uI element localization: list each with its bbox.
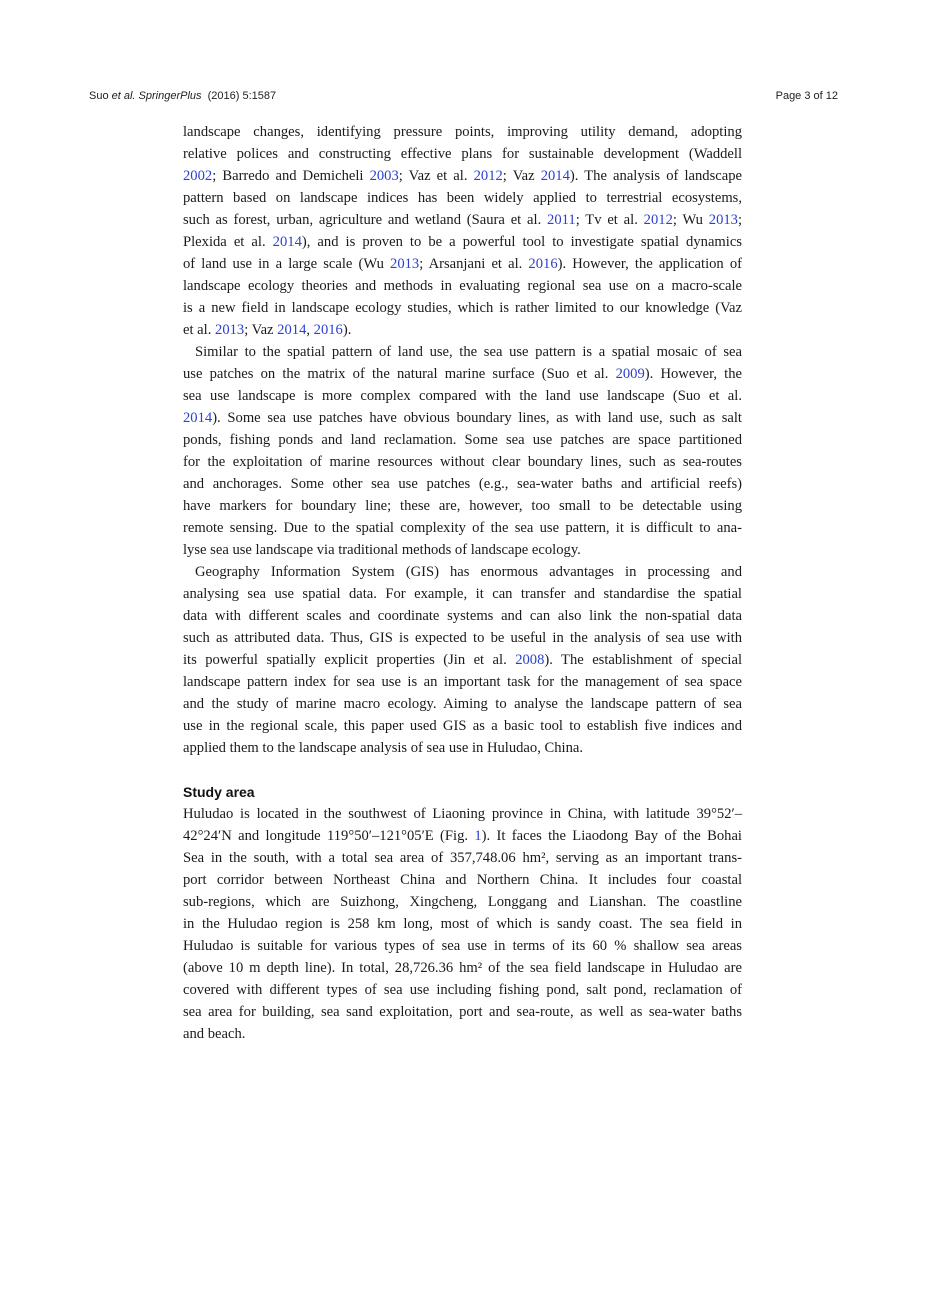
text-line xyxy=(183,957,742,979)
citation-link[interactable]: 2014 xyxy=(277,322,307,338)
text-line xyxy=(183,363,742,385)
citation-link[interactable]: 2003 xyxy=(369,168,399,184)
text-run: in the Huludao region is 258 km long, most of which is sandy coast. The sea field in xyxy=(183,916,742,932)
text-run: its powerful spatially explicit properties (Jin et al. xyxy=(183,652,516,668)
text-line xyxy=(183,429,742,451)
text-line xyxy=(183,165,742,187)
text-run: have markers for boundary line; these are, however, too small to be detectable using xyxy=(183,498,742,514)
text-run: ; Vaz et al. xyxy=(398,168,474,184)
text-run: and beach. xyxy=(183,1026,246,1042)
text-run: landscape pattern index for sea use is an important task for the management of sea space xyxy=(183,674,742,690)
text-run: Huludao is suitable for various types of sea use in terms of its 60 % shallow sea areas xyxy=(183,938,742,954)
citation-link[interactable]: 2013 xyxy=(390,256,420,272)
text-line xyxy=(183,341,742,363)
text-run: ; Vaz xyxy=(502,168,541,184)
text-line xyxy=(183,407,742,429)
header-volume: (2016) 5:1587 xyxy=(201,90,277,102)
text-line xyxy=(183,253,742,275)
citation-link[interactable]: 2008 xyxy=(515,652,545,668)
text-run: 42°24′N and longitude 119°50′–121°05′E (Fig. xyxy=(183,828,475,844)
text-run: ). However, the application of xyxy=(557,256,743,272)
text-run: Geography Information System (GIS) has enormous advantages in processing and xyxy=(195,564,742,580)
text-line xyxy=(183,935,742,957)
text-line xyxy=(183,979,742,1001)
text-run: applied them to the landscape analysis of sea use in Huludao, China. xyxy=(183,740,584,756)
text-run: such as forest, urban, agriculture and wetland (Saura et al. xyxy=(183,212,548,228)
text-line xyxy=(183,473,742,495)
text-run: data with different scales and coordinate systems and can also link the non-spatial data xyxy=(183,608,742,624)
text-run: ; xyxy=(737,212,743,228)
text-line xyxy=(183,495,742,517)
citation-link[interactable]: 2016 xyxy=(313,322,343,338)
text-line xyxy=(183,913,742,935)
text-line xyxy=(183,869,742,891)
text-line xyxy=(183,803,742,825)
citation-link[interactable]: 2016 xyxy=(528,256,558,272)
text-run: ; Barredo and Demicheli xyxy=(212,168,370,184)
citation-link[interactable]: 2002 xyxy=(183,168,213,184)
text-run: use patches on the matrix of the natural marine surface (Suo et al. xyxy=(183,366,616,382)
text-run: of land use in a large scale (Wu xyxy=(183,256,391,272)
text-run: ponds, fishing ponds and land reclamation. Some sea use patches are space partitioned xyxy=(183,432,742,448)
text-line xyxy=(183,143,742,165)
header-author: Suo xyxy=(89,90,112,102)
citation-link[interactable]: 2014 xyxy=(272,234,302,250)
running-header-citation xyxy=(89,90,276,102)
text-run: ). The establishment of special xyxy=(544,652,743,668)
paragraph xyxy=(183,561,742,759)
text-line xyxy=(183,1001,742,1023)
text-run: ), and is proven to be a powerful tool to investigate spatial dynamics xyxy=(301,234,742,250)
text-line xyxy=(183,715,742,737)
text-line xyxy=(183,627,742,649)
citation-link[interactable]: 2012 xyxy=(643,212,673,228)
text-line xyxy=(183,891,742,913)
citation-link[interactable]: 2014 xyxy=(540,168,570,184)
text-line xyxy=(183,605,742,627)
text-run: sub-regions, which are Suizhong, Xingcheng, Longgang and Lianshan. The coastline xyxy=(183,894,742,910)
text-run: port corridor between Northeast China and Northern China. It includes four coastal xyxy=(183,872,742,888)
text-line xyxy=(183,539,742,561)
citation-link[interactable]: 2011 xyxy=(547,212,576,228)
text-run: ; Wu xyxy=(672,212,709,228)
text-run: for the exploitation of marine resources without clear boundary lines, such as sea-routes xyxy=(183,454,742,470)
text-line xyxy=(183,1023,742,1045)
text-run: lyse sea use landscape via traditional methods of landscape ecology. xyxy=(183,542,581,558)
text-line xyxy=(183,231,742,253)
text-run: et al. xyxy=(183,322,216,338)
text-run: sea use landscape is more complex compared with the land use landscape (Suo et al. xyxy=(183,388,742,404)
header-journal: et al. SpringerPlus xyxy=(111,90,202,102)
paragraph xyxy=(183,803,742,1045)
citation-link[interactable]: 2014 xyxy=(183,410,213,426)
text-line xyxy=(183,275,742,297)
text-line xyxy=(183,693,742,715)
text-run: ). The analysis of landscape xyxy=(569,168,742,184)
text-run: ). Some sea use patches have obvious boundary lines, as with land use, such as salt xyxy=(212,410,742,426)
text-line xyxy=(183,451,742,473)
text-run: Similar to the spatial pattern of land use, the sea use pattern is a spatial mosaic of sea xyxy=(195,344,742,360)
text-line xyxy=(183,825,742,847)
text-line xyxy=(183,319,742,341)
text-run: , xyxy=(306,322,314,338)
text-run: Sea in the south, with a total sea area of 357,748.06 hm², serving as an important trans- xyxy=(183,850,742,866)
text-run: is a new field in landscape ecology studies, which is rather limited to our knowledge (Vaz xyxy=(183,300,742,316)
citation-link[interactable]: 1 xyxy=(474,828,482,844)
citation-link[interactable]: 2013 xyxy=(215,322,245,338)
text-run: ). However, the xyxy=(644,366,743,382)
text-line xyxy=(183,209,742,231)
text-line xyxy=(183,583,742,605)
paragraph xyxy=(183,341,742,561)
text-run: ; Vaz xyxy=(244,322,278,338)
text-run: covered with different types of sea use including fishing pond, salt pond, reclamation of xyxy=(183,982,742,998)
text-line xyxy=(183,297,742,319)
text-run: ). xyxy=(342,322,352,338)
text-line xyxy=(183,121,742,143)
text-run: landscape changes, identifying pressure points, improving utility demand, adopting xyxy=(183,124,742,140)
text-run: ; Tv et al. xyxy=(575,212,644,228)
text-run: Huludao is located in the southwest of Liaoning province in China, with latitude 39°52′– xyxy=(183,806,742,822)
text-line xyxy=(183,385,742,407)
text-run: use in the regional scale, this paper used GIS as a basic tool to establish five indices and xyxy=(183,718,742,734)
paragraph xyxy=(183,121,742,341)
text-run: such as attributed data. Thus, GIS is expected to be useful in the analysis of sea use with xyxy=(183,630,742,646)
citation-link[interactable]: 2009 xyxy=(615,366,645,382)
text-line xyxy=(183,649,742,671)
text-line xyxy=(183,847,742,869)
citation-link[interactable]: 2012 xyxy=(473,168,503,184)
section-heading: Study area xyxy=(183,784,255,800)
text-run: ). It faces the Liaodong Bay of the Bohai xyxy=(481,828,742,844)
text-run: and the study of marine macro ecology. Aiming to analyse the landscape pattern of sea xyxy=(183,696,742,712)
text-run: relative polices and constructing effective plans for sustainable development (Waddell xyxy=(183,146,742,162)
text-run: Plexida et al. xyxy=(183,234,273,250)
citation-link[interactable]: 2013 xyxy=(708,212,738,228)
text-run: ; Arsanjani et al. xyxy=(419,256,529,272)
text-line xyxy=(183,517,742,539)
text-run: sea area for building, sea sand exploitation, port and sea-route, as well as sea-water baths xyxy=(183,1004,742,1020)
text-run: remote sensing. Due to the spatial complexity of the sea use pattern, it is difficult to ana- xyxy=(183,520,742,536)
text-run: pattern based on landscape indices has been widely applied to terrestrial ecosystems, xyxy=(183,190,742,206)
text-line xyxy=(183,187,742,209)
text-line xyxy=(183,671,742,693)
page-number: Page 3 of 12 xyxy=(775,90,838,102)
text-line xyxy=(183,737,742,759)
article-body xyxy=(183,121,742,1045)
text-run: landscape ecology theories and methods in evaluating regional sea use on a macro-scale xyxy=(183,278,742,294)
text-run: analysing sea use spatial data. For example, it can transfer and standardise the spatial xyxy=(183,586,742,602)
text-run: (above 10 m depth line). In total, 28,726.36 hm² of the sea field landscape in Huludao are xyxy=(183,960,742,976)
text-run: and anchorages. Some other sea use patches (e.g., sea-water baths and artificial reefs) xyxy=(183,476,742,492)
text-line xyxy=(183,561,742,583)
